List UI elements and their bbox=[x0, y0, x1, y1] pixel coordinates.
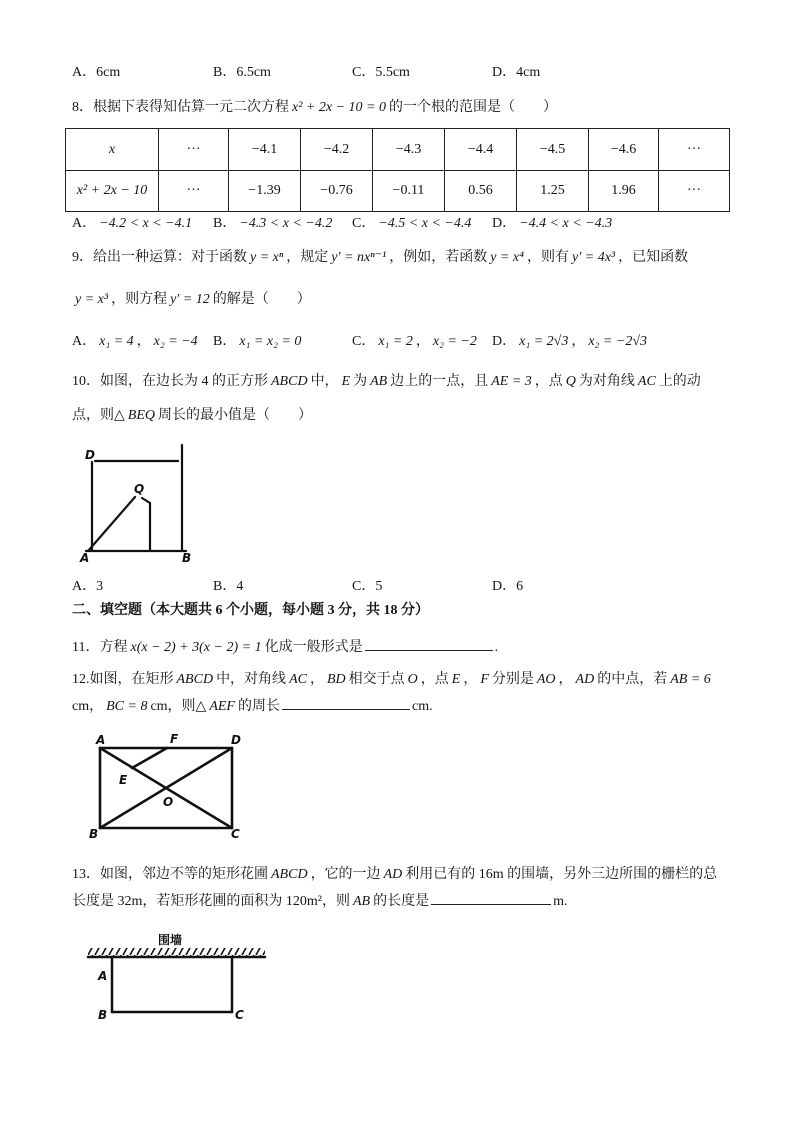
option-math: x₁ = 2√3 bbox=[519, 334, 569, 349]
q10-text: 点，则△ bbox=[72, 408, 125, 423]
q12-text: 分别是 bbox=[491, 672, 534, 687]
q12-math: F bbox=[480, 672, 489, 687]
q10-option-b: B．4 bbox=[213, 579, 244, 594]
wall-hatching bbox=[88, 948, 265, 957]
q10-text: 边上的一点，且 bbox=[390, 374, 489, 389]
q9-math: y = x³ bbox=[75, 292, 109, 307]
q9-option-d bbox=[492, 332, 650, 352]
table-cell: −4.3 bbox=[373, 129, 445, 171]
option-math: −4.4 < x < −4.3 bbox=[519, 216, 613, 231]
q10-math: Q bbox=[565, 374, 576, 389]
q7-option-b: B．6.5cm bbox=[213, 65, 271, 80]
q12-text: ，点 bbox=[420, 672, 449, 687]
q10-text: 10．如图，在边长为 4 的正方形 bbox=[72, 374, 268, 389]
option-label: A． bbox=[72, 216, 97, 231]
q10-math: ABCD bbox=[271, 374, 308, 389]
label-f: F bbox=[170, 732, 179, 746]
q11-equation: x(x − 2) + 3(x − 2) = 1 bbox=[130, 640, 262, 655]
q10-math: AB bbox=[370, 374, 388, 389]
q8-value-table bbox=[65, 128, 730, 212]
option-math: x₁ = 4 bbox=[99, 334, 134, 349]
option-math: −4.5 < x < −4.4 bbox=[378, 216, 472, 231]
q8-options bbox=[72, 214, 732, 234]
q9-text: ，则方程 bbox=[111, 292, 168, 307]
option-sep: ， bbox=[415, 334, 430, 349]
diagonal-aq-line bbox=[88, 497, 135, 551]
q9-text: ，例如，若函数 bbox=[389, 250, 488, 265]
q13-line-1 bbox=[72, 865, 717, 885]
q8-option-a bbox=[72, 214, 195, 234]
table-cell: 1.96 bbox=[589, 171, 659, 212]
option-label: D． bbox=[492, 334, 517, 349]
table-cell: −0.76 bbox=[301, 171, 373, 212]
q12-line-2 bbox=[72, 695, 433, 715]
q8-stem bbox=[72, 98, 557, 118]
q10-option-a: A．3 bbox=[72, 579, 104, 594]
option-math: −4.2 < x < −4.1 bbox=[99, 216, 193, 231]
q12-text: 12.如图，在矩形 bbox=[72, 672, 174, 687]
q9-option-c bbox=[352, 332, 480, 352]
q11-line bbox=[72, 636, 498, 656]
q10-square-figure bbox=[78, 440, 200, 565]
q10-text: 周长的最小值是（ ） bbox=[158, 408, 312, 423]
q7-option-c: C．5.5cm bbox=[352, 65, 410, 80]
q12-math: ABCD bbox=[176, 672, 214, 687]
q13-text: m. bbox=[553, 894, 568, 909]
q9-text: 的解是（ ） bbox=[212, 292, 311, 307]
option-label: B． bbox=[213, 334, 237, 349]
q9-line-1 bbox=[72, 248, 688, 268]
q-tail-stroke bbox=[142, 498, 150, 503]
q12-math: AO bbox=[536, 672, 556, 687]
label-b: B bbox=[89, 827, 99, 841]
table-cell: ··· bbox=[659, 129, 730, 171]
q9-text: ，规定 bbox=[286, 250, 329, 265]
option-label: C． bbox=[352, 216, 376, 231]
table-cell: ··· bbox=[159, 171, 229, 212]
q9-text: ，则有 bbox=[526, 250, 569, 265]
q12-text: ， bbox=[558, 672, 573, 687]
q10-text: 为对角线 bbox=[578, 374, 635, 389]
q13-text: 13．如图，邻边不等的矩形花圃 bbox=[72, 867, 268, 882]
section-heading: 二、填空题（本大题共 6 个小题，每小题 3 分，共 18 分） bbox=[72, 603, 429, 618]
q9-option-a bbox=[72, 332, 201, 352]
q10-option-d: D．6 bbox=[492, 579, 524, 594]
table-cell: −0.11 bbox=[373, 171, 445, 212]
q10-math: E bbox=[341, 374, 351, 389]
q12-text: cm， bbox=[72, 699, 104, 714]
q12-rectangle-figure bbox=[88, 728, 248, 842]
segment-ef-line bbox=[132, 748, 167, 768]
option-math: −4.3 < x < −4.2 bbox=[239, 216, 333, 231]
table-cell: −4.2 bbox=[301, 129, 373, 171]
q12-text: ， bbox=[309, 672, 324, 687]
label-d: D bbox=[231, 733, 241, 747]
table-cell: ··· bbox=[659, 171, 730, 212]
label-d: D bbox=[85, 448, 95, 462]
q10-line-2 bbox=[72, 406, 312, 426]
option-label: C． bbox=[352, 334, 376, 349]
option-math: x₁ = 2 bbox=[378, 334, 413, 349]
q8-stem-text: 的一个根的范围是（ ） bbox=[388, 100, 557, 115]
option-math: x₁ = x₂ = 0 bbox=[239, 334, 302, 349]
q12-math: E bbox=[451, 672, 461, 687]
q13-math: AD bbox=[383, 867, 403, 882]
q12-math: AC bbox=[289, 672, 307, 687]
q8-option-c bbox=[352, 214, 474, 234]
table-cell: x² + 2x − 10 bbox=[66, 171, 159, 212]
q13-garden-figure bbox=[80, 928, 275, 1022]
label-a: A bbox=[80, 551, 90, 565]
q12-line-1 bbox=[72, 670, 714, 690]
q9-math: y′ = 4x³ bbox=[571, 250, 616, 265]
q10-math: AE = 3 bbox=[491, 374, 532, 389]
q13-text: 利用已有的 16m 的围墙，另外三边所围的栅栏的总 bbox=[405, 867, 718, 882]
table-cell: −4.5 bbox=[517, 129, 589, 171]
q13-text: 的长度是 bbox=[373, 894, 430, 909]
q9-text: 9．给出一种运算：对于函数 bbox=[72, 250, 247, 265]
option-sep: ， bbox=[571, 334, 586, 349]
q8-equation: x² + 2x − 10 = 0 bbox=[292, 100, 386, 115]
label-e: E bbox=[119, 773, 128, 787]
q10-options bbox=[72, 577, 732, 597]
answer-blank bbox=[282, 695, 410, 710]
table-row-fx bbox=[66, 171, 730, 212]
q9-math: y = xⁿ bbox=[250, 250, 284, 265]
q8-stem-text: 8．根据下表得知估算一元二次方程 bbox=[72, 100, 289, 115]
table-cell: −4.1 bbox=[229, 129, 301, 171]
table-cell: 1.25 bbox=[517, 171, 589, 212]
q12-math: AEF bbox=[209, 699, 235, 714]
q7-option-d: D．4cm bbox=[492, 65, 541, 80]
q13-text: ，它的一边 bbox=[310, 867, 381, 882]
q12-text: 相交于点 bbox=[348, 672, 405, 687]
table-cell: x bbox=[66, 129, 159, 171]
table-row-x bbox=[66, 129, 730, 171]
q10-math: BEQ bbox=[127, 408, 155, 423]
q13-math: ABCD bbox=[271, 867, 308, 882]
option-label: B． bbox=[213, 216, 237, 231]
q9-math: y′ = 12 bbox=[170, 292, 210, 307]
table-cell: −1.39 bbox=[229, 171, 301, 212]
q12-text: 的周长 bbox=[237, 699, 280, 714]
label-a: A bbox=[98, 969, 108, 983]
q10-option-c: C．5 bbox=[352, 579, 383, 594]
q12-text: 的中点，若 bbox=[597, 672, 668, 687]
q13-text: 长度是 32m，若矩形花圃的面积为 120m²，则 bbox=[72, 894, 350, 909]
q12-text: 中，对角线 bbox=[216, 672, 287, 687]
q10-line-1 bbox=[72, 372, 701, 392]
q9-option-b bbox=[213, 332, 304, 352]
q13-math: AB bbox=[352, 894, 371, 909]
table-cell: −4.4 bbox=[445, 129, 517, 171]
answer-blank bbox=[431, 890, 551, 905]
option-math: x₂ = −2√3 bbox=[588, 334, 648, 349]
q13-line-2 bbox=[72, 890, 567, 910]
q12-text: cm. bbox=[411, 699, 433, 714]
q8-option-b bbox=[213, 214, 335, 234]
q9-options bbox=[72, 332, 732, 352]
q9-math: y = x⁴ bbox=[490, 250, 524, 265]
q10-text: 上的动 bbox=[658, 374, 701, 389]
q12-math: BC = 8 bbox=[106, 699, 148, 714]
q10-text: 为 bbox=[353, 374, 368, 389]
table-cell: 0.56 bbox=[445, 171, 517, 212]
label-wall: 围墙 bbox=[158, 933, 183, 947]
label-a: A bbox=[96, 733, 106, 747]
q10-text: 中， bbox=[310, 374, 339, 389]
label-b: B bbox=[98, 1008, 108, 1022]
answer-blank bbox=[365, 636, 493, 651]
label-c: C bbox=[235, 1008, 244, 1022]
q9-math: y′ = nxⁿ⁻¹ bbox=[331, 250, 387, 265]
option-math: x₂ = −2 bbox=[432, 334, 477, 349]
q7-options bbox=[72, 63, 732, 83]
q10-math: AC bbox=[637, 374, 656, 389]
q11-text: . bbox=[494, 640, 499, 655]
q7-option-a: A．6cm bbox=[72, 65, 121, 80]
q12-math: BD bbox=[326, 672, 346, 687]
table-cell: ··· bbox=[159, 129, 229, 171]
q12-math: AD bbox=[575, 672, 595, 687]
q12-math: O bbox=[407, 672, 418, 687]
label-q: Q bbox=[134, 482, 145, 496]
label-b: B bbox=[182, 551, 192, 565]
q12-math: AB = 6 bbox=[670, 672, 711, 687]
table-cell: −4.6 bbox=[589, 129, 659, 171]
q12-text: cm，则△ bbox=[150, 699, 207, 714]
option-label: A． bbox=[72, 334, 97, 349]
q10-text: ，点 bbox=[534, 374, 563, 389]
q9-line-2 bbox=[72, 290, 311, 310]
q9-text: ，已知函数 bbox=[618, 250, 689, 265]
q8-option-d bbox=[492, 214, 615, 234]
option-math: x₂ = −4 bbox=[153, 334, 198, 349]
q11-text: 化成一般形式是 bbox=[264, 640, 363, 655]
label-c: C bbox=[231, 827, 240, 841]
option-sep: ， bbox=[136, 334, 151, 349]
q11-text: 11．方程 bbox=[72, 640, 128, 655]
label-o: O bbox=[163, 795, 174, 809]
q12-text: ， bbox=[463, 672, 478, 687]
option-label: D． bbox=[492, 216, 517, 231]
